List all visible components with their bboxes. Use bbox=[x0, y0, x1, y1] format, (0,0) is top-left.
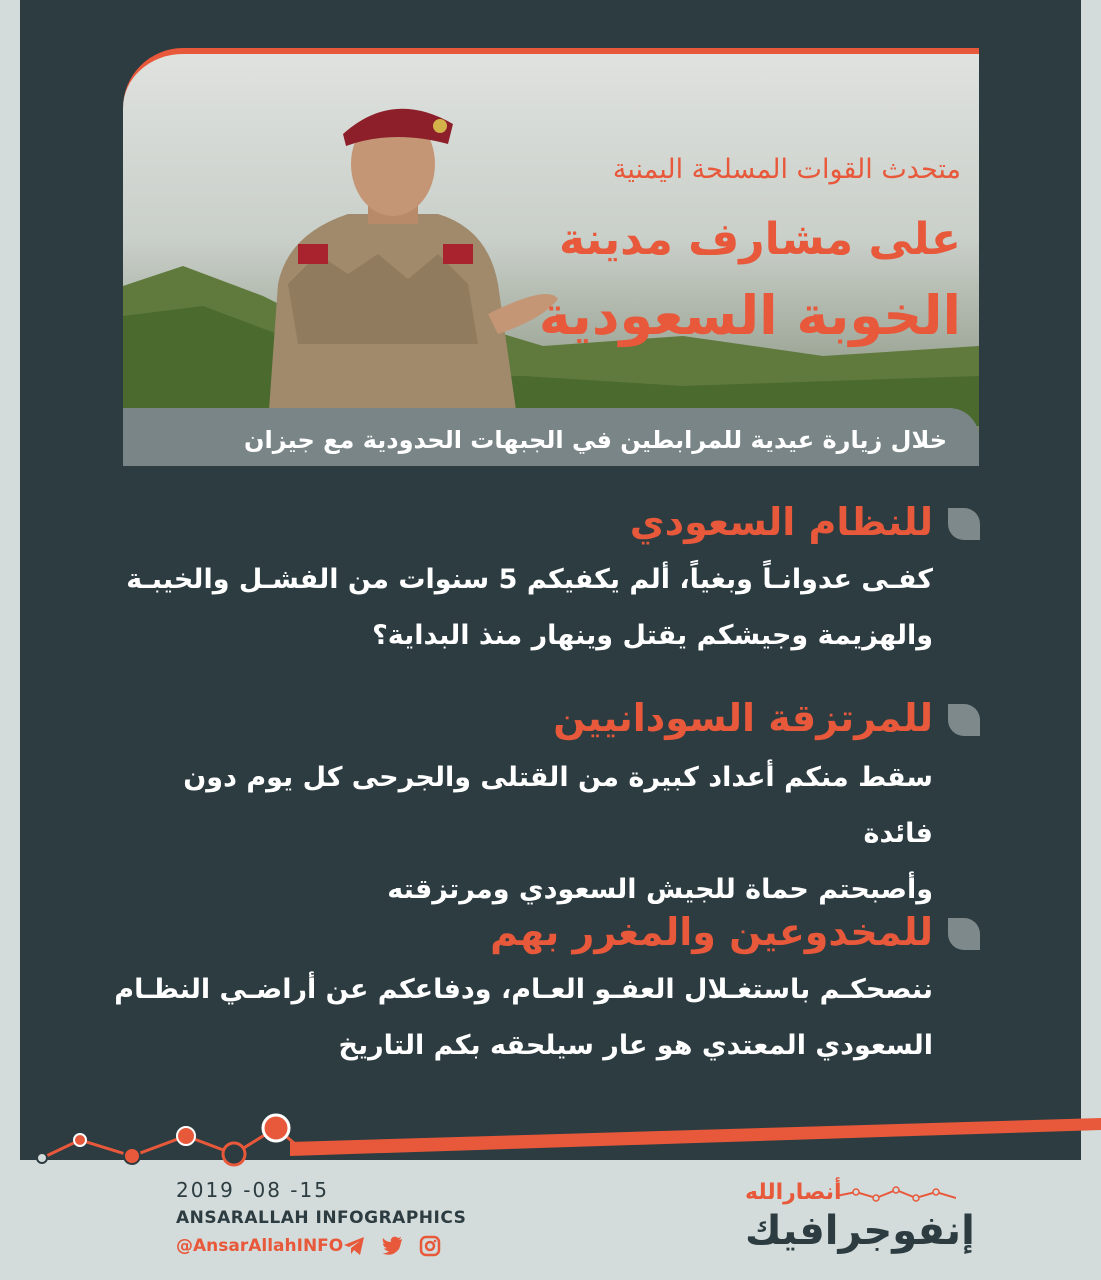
caption-bar bbox=[123, 408, 979, 466]
instagram-icon bbox=[418, 1234, 442, 1258]
section-text-deceived bbox=[113, 962, 933, 1074]
section-text-saudi-regime bbox=[113, 552, 933, 664]
logo-ansarallah: أنصارالله bbox=[745, 1180, 842, 1205]
hero-caption: خلال زيارة عيدية للمرابطين في الجبهات الحدودية مع جيزان bbox=[244, 426, 947, 454]
hero-image bbox=[123, 48, 979, 466]
section-line: والهزيمة وجيشكم يقتل وينهار منذ البداية؟ bbox=[372, 620, 933, 651]
hero-subtitle: متحدث القوات المسلحة اليمنية bbox=[612, 154, 961, 185]
twitter-icon bbox=[380, 1234, 404, 1258]
speaker-figure bbox=[228, 84, 558, 424]
section-line: السعودي المعتدي هو عار سيلحقه بكم التاريخ bbox=[338, 1030, 933, 1061]
footer-line-decoration bbox=[0, 1100, 1101, 1180]
social-handle: @AnsarAllahINFO bbox=[176, 1236, 344, 1256]
section-heading-deceived: للمخدوعين والمغرر بهم bbox=[490, 910, 933, 954]
leaf-bullet-icon bbox=[948, 704, 980, 736]
hero-title-line1: على مشارف مدينة bbox=[559, 214, 961, 265]
section-line: ننصحكـم باستغـلال العفـو العـام، ودفاعكم عن أراضـي النظـام bbox=[114, 974, 933, 1005]
logo-connector-decoration bbox=[836, 1186, 956, 1204]
section-heading-sudanese-mercenaries: للمرتزقة السودانيين bbox=[553, 696, 933, 740]
right-strip bbox=[1081, 0, 1101, 1280]
section-line: سقط منكم أعداد كبيرة من القتلى والجرحى كل يوم دون فائدة bbox=[183, 762, 933, 849]
hero-title-line2: الخوبة السعودية bbox=[538, 284, 961, 347]
leaf-bullet-icon bbox=[948, 508, 980, 540]
leaf-bullet-icon bbox=[948, 918, 980, 950]
telegram-icon bbox=[342, 1234, 366, 1258]
section-line: كفـى عدوانـاً وبغياً، ألم يكفيكم 5 سنوات من الفشـل والخيبـة bbox=[126, 564, 933, 595]
date-text: 2019 -08 -15 bbox=[176, 1178, 329, 1202]
brand-text: ANSARALLAH INFOGRAPHICS bbox=[176, 1208, 467, 1228]
section-line: وأصبحتم حماة للجيش السعودي ومرتزقته bbox=[387, 874, 933, 905]
logo-infographic: إنفوجرافيك bbox=[745, 1208, 975, 1254]
section-heading-saudi-regime: للنظام السعودي bbox=[629, 500, 933, 544]
section-text-sudanese-mercenaries bbox=[113, 750, 933, 918]
